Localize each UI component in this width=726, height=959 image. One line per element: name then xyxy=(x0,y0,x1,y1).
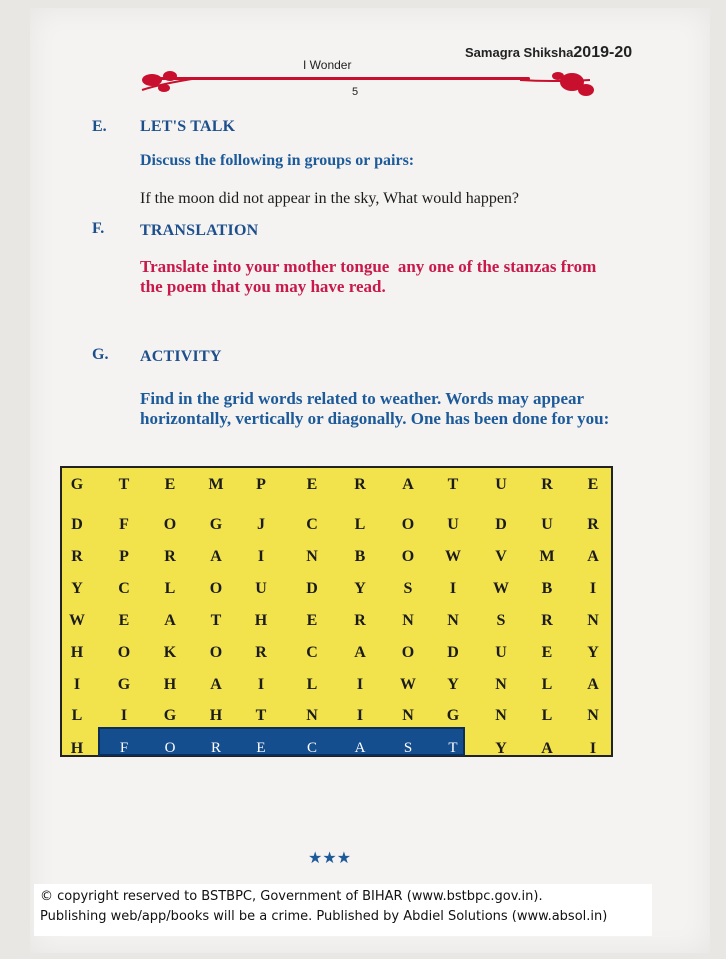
grid-letter-cell: L xyxy=(306,676,318,693)
stars-divider xyxy=(308,848,351,867)
grid-letter-cell: L xyxy=(164,580,176,597)
highlighted-letter-cell: S xyxy=(403,740,413,756)
grid-letter-cell: J xyxy=(257,516,265,533)
grid-letter-cell: I xyxy=(356,676,364,693)
grid-letter-cell: V xyxy=(495,548,507,565)
grid-letter-cell: I xyxy=(120,707,128,724)
grid-letter-cell: O xyxy=(117,644,131,661)
grid-letter-cell: L xyxy=(541,676,553,693)
header-rule xyxy=(160,77,530,80)
grid-letter-cell: O xyxy=(209,644,223,661)
grid-letter-cell: A xyxy=(210,676,222,693)
grid-letter-cell: H xyxy=(163,676,177,693)
grid-letter-cell: I xyxy=(589,740,597,757)
grid-letter-cell: E xyxy=(541,644,553,661)
right-floral-ornament xyxy=(520,66,600,102)
grid-letter-cell: H xyxy=(254,612,268,629)
grid-letter-cell: A xyxy=(541,740,553,757)
grid-letter-cell: P xyxy=(119,548,129,565)
forecast-highlight-bar xyxy=(98,727,465,756)
grid-letter-cell: G xyxy=(70,476,84,493)
grid-letter-cell: L xyxy=(541,707,553,724)
grid-letter-cell: S xyxy=(496,612,506,629)
grid-letter-cell: E xyxy=(306,612,318,629)
grid-letter-cell: D xyxy=(495,516,507,533)
book-title: I Wonder xyxy=(303,58,352,72)
grid-letter-cell: D xyxy=(71,516,83,533)
grid-letter-cell: C xyxy=(306,644,318,661)
grid-letter-cell: A xyxy=(587,676,599,693)
grid-letter-cell: N xyxy=(402,612,414,629)
grid-letter-cell: T xyxy=(118,476,130,493)
grid-letter-cell: U xyxy=(255,580,267,597)
section-e-instruction: Discuss the following in groups or pairs: xyxy=(140,152,415,169)
grid-letter-cell: E xyxy=(587,476,599,493)
grid-letter-cell: E xyxy=(118,612,130,629)
grid-letter-cell: C xyxy=(306,516,318,533)
grid-letter-cell: A xyxy=(354,644,366,661)
grid-letter-cell: I xyxy=(257,548,265,565)
section-e-title: LET'S TALK xyxy=(140,118,236,135)
section-f-title: TRANSLATION xyxy=(140,222,259,239)
grid-letter-cell: O xyxy=(401,516,415,533)
grid-letter-cell: O xyxy=(401,548,415,565)
grid-letter-cell: O xyxy=(163,516,177,533)
grid-letter-cell: G xyxy=(209,516,223,533)
grid-letter-cell: Y xyxy=(71,580,83,597)
grid-letter-cell: A xyxy=(587,548,599,565)
highlighted-letter-cell: R xyxy=(210,740,221,756)
grid-letter-cell: T xyxy=(255,707,267,724)
grid-letter-cell: D xyxy=(447,644,459,661)
grid-letter-cell: W xyxy=(445,548,461,565)
grid-letter-cell: I xyxy=(589,580,597,597)
grid-letter-cell: K xyxy=(163,644,177,661)
grid-letter-cell: R xyxy=(354,612,366,629)
grid-letter-cell: R xyxy=(587,516,599,533)
grid-letter-cell: N xyxy=(306,548,318,565)
grid-letter-cell: I xyxy=(257,676,265,693)
grid-letter-cell: G xyxy=(446,707,460,724)
grid-letter-cell: E xyxy=(306,476,318,493)
publisher-year: 2019-20 xyxy=(573,44,633,61)
grid-letter-cell: N xyxy=(447,612,459,629)
section-f-text-line2: the poem that you may have read. xyxy=(140,277,386,296)
grid-letter-cell: R xyxy=(354,476,366,493)
page-number: 5 xyxy=(352,86,359,98)
grid-letter-cell: E xyxy=(164,476,176,493)
grid-letter-cell: A xyxy=(402,476,414,493)
grid-letter-cell: O xyxy=(209,580,223,597)
grid-letter-cell: L xyxy=(354,516,366,533)
grid-letter-cell: W xyxy=(493,580,509,597)
grid-letter-cell: F xyxy=(119,516,129,533)
highlighted-letter-cell: T xyxy=(448,740,458,756)
grid-letter-cell: G xyxy=(117,676,131,693)
grid-letter-cell: R xyxy=(255,644,267,661)
grid-letter-cell: N xyxy=(306,707,318,724)
section-g-text-line2: horizontally, vertically or diagonally. One has been done for you: xyxy=(140,409,610,428)
grid-letter-cell: H xyxy=(70,740,84,757)
section-f-letter: F. xyxy=(92,220,105,237)
grid-letter-cell: N xyxy=(587,707,599,724)
section-e-letter: E. xyxy=(92,118,107,135)
grid-letter-cell: A xyxy=(210,548,222,565)
copyright-line-1: © copyright reserved to BSTBPC, Government of BIHAR (www.bstbpc.gov.in). xyxy=(40,889,543,904)
grid-letter-cell: R xyxy=(71,548,83,565)
grid-letter-cell: R xyxy=(541,612,553,629)
grid-letter-cell: N xyxy=(495,707,507,724)
copyright-line-2: Publishing web/app/books will be a crime. Published by Abdiel Solutions (www.absol.in) xyxy=(40,909,608,924)
grid-letter-cell: Y xyxy=(447,676,459,693)
copyright-notice xyxy=(34,884,652,936)
grid-letter-cell: T xyxy=(210,612,222,629)
grid-letter-cell: U xyxy=(495,644,507,661)
highlighted-letter-cell: A xyxy=(354,740,366,756)
grid-letter-cell: M xyxy=(539,548,555,565)
highlighted-letter-cell: F xyxy=(119,740,129,756)
grid-letter-cell: A xyxy=(164,612,176,629)
grid-letter-cell: P xyxy=(256,476,266,493)
grid-letter-cell: R xyxy=(164,548,176,565)
grid-letter-cell: U xyxy=(447,516,459,533)
highlighted-letter-cell: C xyxy=(306,740,317,756)
grid-letter-cell: N xyxy=(587,612,599,629)
grid-letter-cell: U xyxy=(495,476,507,493)
grid-letter-cell: H xyxy=(209,707,223,724)
grid-letter-cell: N xyxy=(402,707,414,724)
section-e-question: If the moon did not appear in the sky, What would happen? xyxy=(140,190,520,207)
grid-letter-cell: I xyxy=(356,707,364,724)
section-g-letter: G. xyxy=(92,346,109,363)
star-icons: ★★★ xyxy=(308,848,352,867)
grid-letter-cell: Y xyxy=(354,580,366,597)
highlighted-letter-cell: E xyxy=(256,740,266,756)
grid-letter-cell: H xyxy=(70,644,84,661)
grid-letter-cell: B xyxy=(354,548,366,565)
publisher-name: Samagra Shiksha xyxy=(465,45,574,60)
section-g-title: ACTIVITY xyxy=(140,348,222,365)
grid-letter-cell: N xyxy=(495,676,507,693)
grid-letter-cell: L xyxy=(71,707,83,724)
grid-letter-cell: R xyxy=(541,476,553,493)
word-search-grid xyxy=(60,466,613,757)
grid-letter-cell: S xyxy=(403,580,413,597)
grid-letter-cell: T xyxy=(447,476,459,493)
highlighted-letter-cell: O xyxy=(164,740,176,756)
grid-letter-cell: C xyxy=(118,580,130,597)
grid-letter-cell: U xyxy=(541,516,553,533)
left-floral-ornament xyxy=(140,66,200,96)
grid-letter-cell: W xyxy=(400,676,416,693)
grid-letter-cell: M xyxy=(208,476,224,493)
grid-letter-cell: I xyxy=(449,580,457,597)
publisher-label xyxy=(465,44,632,62)
section-g-text-line1: Find in the grid words related to weather. Words may appear xyxy=(140,389,585,408)
grid-letter-cell: W xyxy=(69,612,85,629)
grid-letter-cell: O xyxy=(401,644,415,661)
grid-letter-cell: D xyxy=(306,580,318,597)
section-f-text-line1: Translate into your mother tongue any one of the stanzas from xyxy=(140,257,597,276)
grid-letter-cell: G xyxy=(163,707,177,724)
grid-letter-cell: Y xyxy=(495,740,507,757)
grid-letter-cell: Y xyxy=(587,644,599,661)
grid-letter-cell: I xyxy=(73,676,81,693)
grid-letter-cell: B xyxy=(541,580,553,597)
